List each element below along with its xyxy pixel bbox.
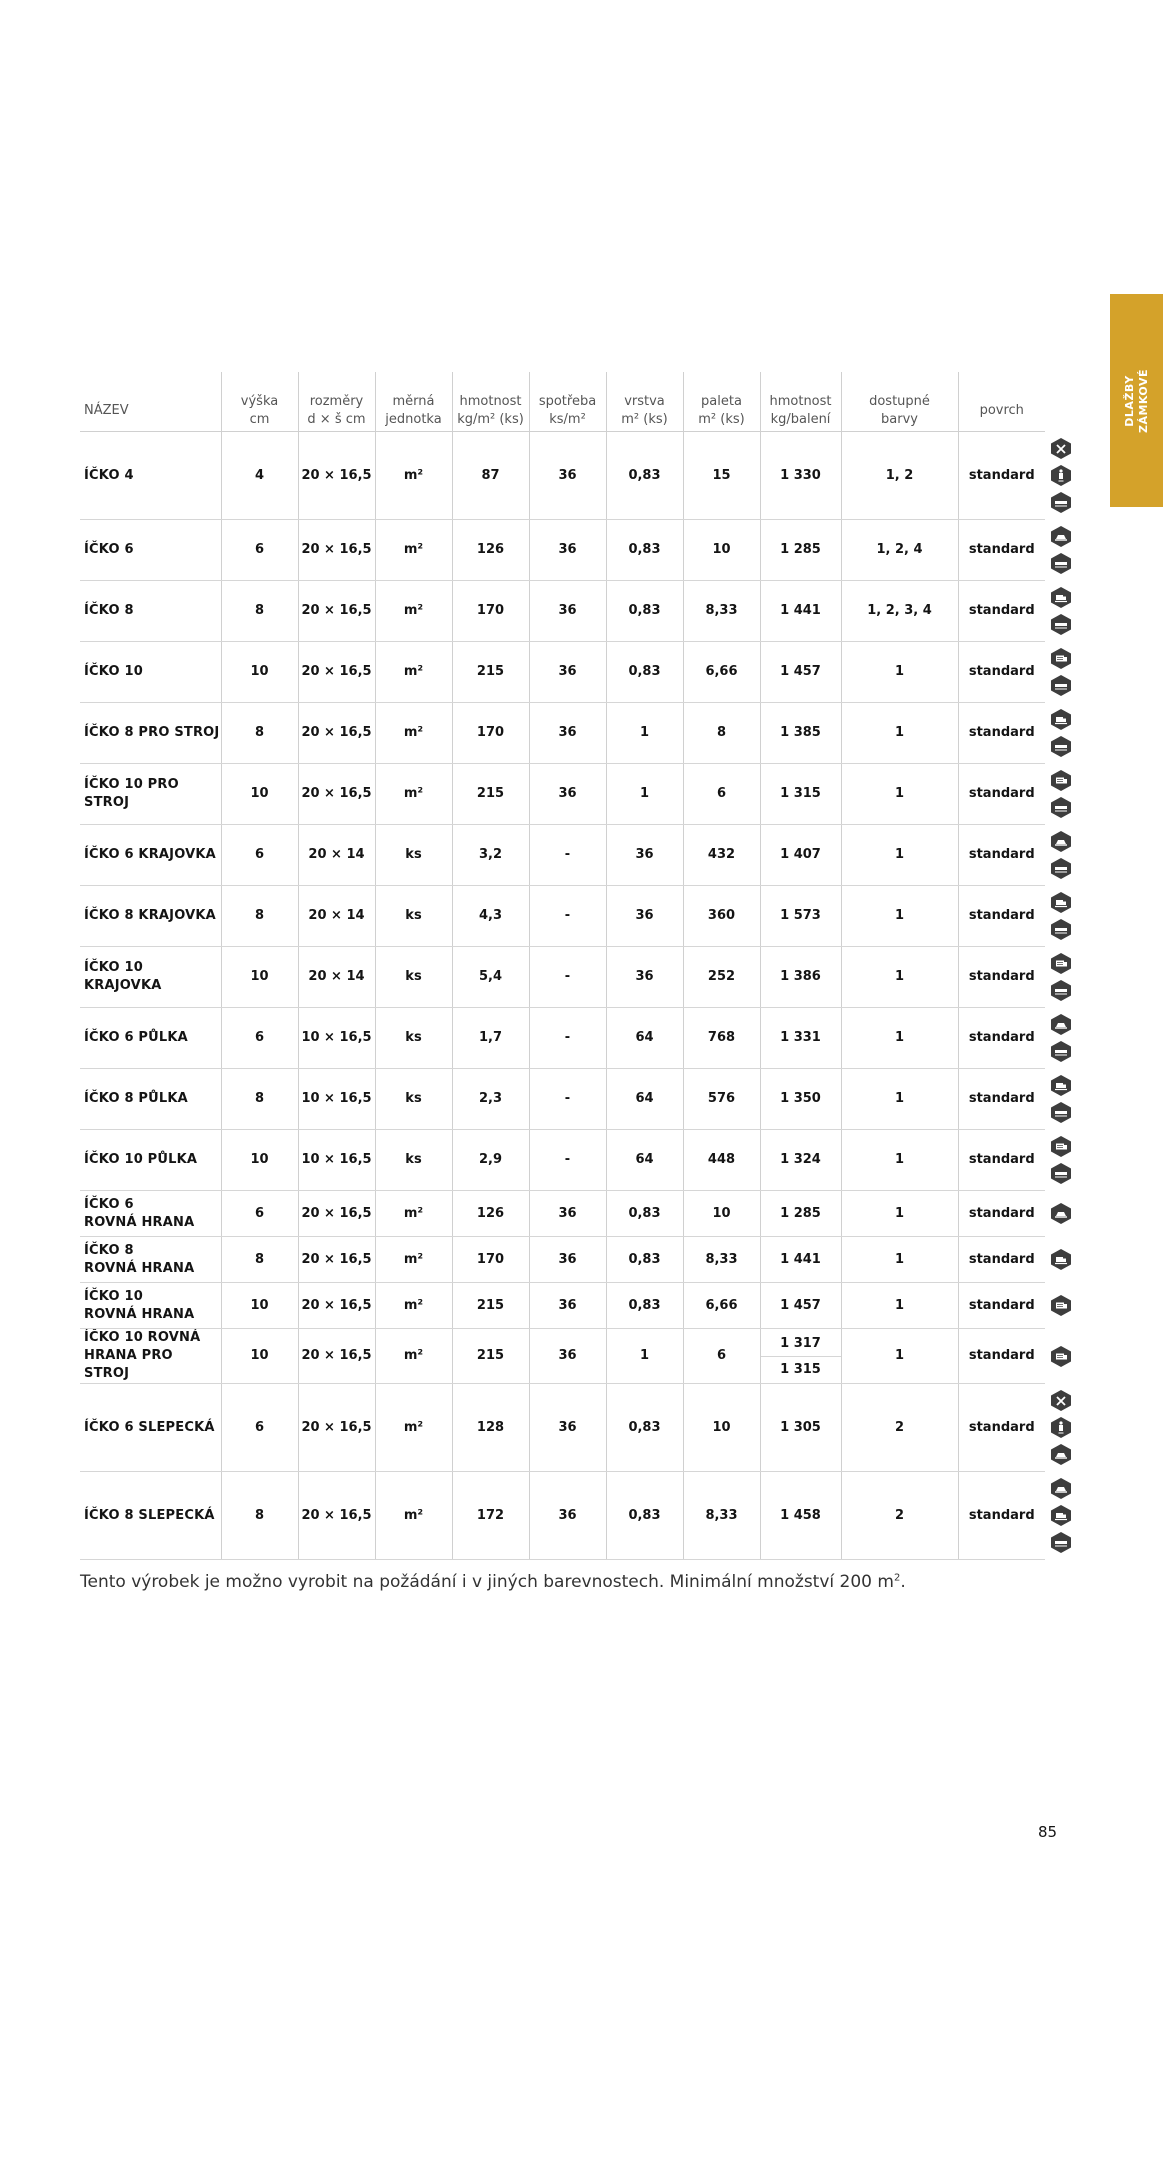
- cell-surface: standard: [958, 1191, 1045, 1237]
- cell-weight-pack: 1 458: [760, 1472, 841, 1560]
- cell-surface: standard: [958, 432, 1045, 520]
- surface-icons: [1045, 581, 1077, 642]
- cell-weight-pack: 1 330: [760, 432, 841, 520]
- cell-dimensions: 20 × 16,5: [298, 764, 375, 825]
- cell-pallet: 432: [683, 825, 760, 886]
- load-car-icon: [1050, 1013, 1072, 1036]
- cell-weight-pack: 1 573: [760, 886, 841, 947]
- cell-name: ÍČKO 6 ROVNÁ HRANA: [80, 1191, 221, 1237]
- cell-consumption: 36: [529, 581, 606, 642]
- load-truck-icon: [1050, 1504, 1072, 1527]
- bed-type-icon: [1050, 491, 1072, 514]
- table-row: [80, 520, 1077, 581]
- cell-weight-pack: 1 324: [760, 1130, 841, 1191]
- cell-surface: standard: [958, 886, 1045, 947]
- load-car-icon: [1050, 1477, 1072, 1500]
- cell-layer: 0,83: [606, 581, 683, 642]
- cell-colors: 1: [841, 1008, 958, 1069]
- cell-unit: m²: [375, 764, 452, 825]
- table-row: [80, 703, 1077, 764]
- col-header-colors: dostupné barvy: [841, 372, 958, 432]
- bed-type-icon: [1050, 918, 1072, 941]
- load-truck-icon: [1050, 1074, 1072, 1097]
- cell-dimensions: 20 × 16,5: [298, 581, 375, 642]
- cell-layer: 64: [606, 1008, 683, 1069]
- cell-unit: m²: [375, 1237, 452, 1283]
- load-heavy-truck-icon: [1050, 1135, 1072, 1158]
- cell-layer: 64: [606, 1069, 683, 1130]
- cell-colors: 1: [841, 642, 958, 703]
- cell-name: ÍČKO 10: [80, 642, 221, 703]
- cell-layer: 0,83: [606, 1384, 683, 1472]
- table-row: [80, 1237, 1077, 1283]
- bed-type-icon: [1050, 613, 1072, 636]
- table-row: [80, 581, 1077, 642]
- load-car-icon: [1050, 525, 1072, 548]
- surface-icons: [1045, 642, 1077, 703]
- cell-consumption: 36: [529, 703, 606, 764]
- bed-type-icon: [1050, 1531, 1072, 1554]
- cell-surface: standard: [958, 947, 1045, 1008]
- cell-colors: 1: [841, 1237, 958, 1283]
- cell-pallet: 768: [683, 1008, 760, 1069]
- cell-consumption: 36: [529, 1472, 606, 1560]
- col-header-name: NÁZEV: [80, 372, 221, 432]
- cell-weight-pack: 1 457: [760, 642, 841, 703]
- table-row: [80, 1130, 1077, 1191]
- cell-height: 10: [221, 1329, 298, 1384]
- table-row: [80, 1329, 1077, 1384]
- bed-type-icon: [1050, 796, 1072, 819]
- bed-type-icon: [1050, 1040, 1072, 1063]
- surface-icons: [1045, 947, 1077, 1008]
- cell-weight-pack: 1 331: [760, 1008, 841, 1069]
- cell-consumption: 36: [529, 432, 606, 520]
- cell-pallet: 15: [683, 432, 760, 520]
- cell-layer: 36: [606, 947, 683, 1008]
- product-spec-table: [80, 372, 1077, 1560]
- col-header-height: výška cm: [221, 372, 298, 432]
- cell-weight-pack: 1 457: [760, 1283, 841, 1329]
- cell-colors: 1: [841, 886, 958, 947]
- cell-layer: 36: [606, 886, 683, 947]
- surface-icons: [1045, 1283, 1077, 1329]
- cell-pallet: 576: [683, 1069, 760, 1130]
- bed-type-icon: [1050, 857, 1072, 880]
- cell-consumption: 36: [529, 1329, 606, 1384]
- cell-weight: 128: [452, 1384, 529, 1472]
- col-header-surface: povrch: [958, 372, 1045, 432]
- cell-weight: 215: [452, 764, 529, 825]
- cell-name: ÍČKO 8 ROVNÁ HRANA: [80, 1237, 221, 1283]
- cell-height: 8: [221, 1069, 298, 1130]
- cell-surface: standard: [958, 642, 1045, 703]
- cell-unit: ks: [375, 1008, 452, 1069]
- footnote-superscript: 2: [893, 1572, 901, 1584]
- cell-dimensions: 20 × 16,5: [298, 520, 375, 581]
- cell-pallet: 6: [683, 764, 760, 825]
- bed-type-icon: [1050, 674, 1072, 697]
- cell-weight: 215: [452, 1329, 529, 1384]
- cell-layer: 64: [606, 1130, 683, 1191]
- cell-consumption: -: [529, 825, 606, 886]
- cell-consumption: 36: [529, 1283, 606, 1329]
- load-car-icon: [1050, 1443, 1072, 1466]
- cell-consumption: 36: [529, 1384, 606, 1472]
- cell-surface: standard: [958, 1329, 1045, 1384]
- cell-weight-pack: 1 285: [760, 1191, 841, 1237]
- cell-pallet: 10: [683, 520, 760, 581]
- table-body: [80, 432, 1077, 1560]
- cell-pallet: 252: [683, 947, 760, 1008]
- col-header-icons: [1045, 372, 1077, 432]
- load-heavy-truck-icon: [1050, 1294, 1072, 1317]
- bed-type-icon: [1050, 1101, 1072, 1124]
- cell-colors: 1: [841, 764, 958, 825]
- table-row: [80, 1283, 1077, 1329]
- cell-height: 8: [221, 886, 298, 947]
- cell-dimensions: 20 × 16,5: [298, 642, 375, 703]
- cell-pallet: 6,66: [683, 642, 760, 703]
- cell-unit: ks: [375, 947, 452, 1008]
- footnote-end: .: [900, 1572, 906, 1592]
- surface-icons: [1045, 520, 1077, 581]
- cell-colors: 1, 2, 3, 4: [841, 581, 958, 642]
- cell-consumption: -: [529, 1069, 606, 1130]
- table-header-row: [80, 372, 1077, 432]
- weight-pack-value-alt: 1 315: [761, 1356, 841, 1382]
- cell-weight: 126: [452, 520, 529, 581]
- cell-unit: m²: [375, 1191, 452, 1237]
- cell-weight: 2,9: [452, 1130, 529, 1191]
- surface-icons: [1045, 1008, 1077, 1069]
- cell-pallet: 6,66: [683, 1283, 760, 1329]
- cell-weight-pack: [760, 1329, 841, 1384]
- cell-dimensions: 20 × 16,5: [298, 1237, 375, 1283]
- table-row: [80, 886, 1077, 947]
- cell-height: 10: [221, 1130, 298, 1191]
- page-number: 85: [1038, 1823, 1058, 1841]
- cell-name: ÍČKO 10 ROVNÁ HRANA: [80, 1283, 221, 1329]
- bed-type-icon: [1050, 979, 1072, 1002]
- cell-height: 8: [221, 1472, 298, 1560]
- cell-consumption: 36: [529, 642, 606, 703]
- cell-dimensions: 20 × 14: [298, 825, 375, 886]
- surface-icons: [1045, 1384, 1077, 1472]
- cell-surface: standard: [958, 1130, 1045, 1191]
- cell-weight: 1,7: [452, 1008, 529, 1069]
- cell-height: 8: [221, 581, 298, 642]
- load-heavy-truck-icon: [1050, 647, 1072, 670]
- load-car-icon: [1050, 1202, 1072, 1225]
- col-header-layer: vrstva m² (ks): [606, 372, 683, 432]
- cell-layer: 0,83: [606, 432, 683, 520]
- cell-unit: ks: [375, 1130, 452, 1191]
- cell-consumption: 36: [529, 1237, 606, 1283]
- table-row: [80, 432, 1077, 520]
- surface-icons: [1045, 703, 1077, 764]
- cell-surface: standard: [958, 1472, 1045, 1560]
- col-header-consumption: spotřeba ks/m²: [529, 372, 606, 432]
- surface-icons: [1045, 1329, 1077, 1384]
- cell-unit: ks: [375, 1069, 452, 1130]
- cell-weight-pack: 1 315: [760, 764, 841, 825]
- cell-pallet: 8: [683, 703, 760, 764]
- cell-weight: 87: [452, 432, 529, 520]
- table-row: [80, 947, 1077, 1008]
- cell-dimensions: 10 × 16,5: [298, 1008, 375, 1069]
- cell-name: ÍČKO 10 ROVNÁ HRANA PRO STROJ: [80, 1329, 221, 1384]
- cell-name: ÍČKO 8 SLEPECKÁ: [80, 1472, 221, 1560]
- cell-surface: standard: [958, 581, 1045, 642]
- cell-layer: 0,83: [606, 1191, 683, 1237]
- cell-unit: m²: [375, 703, 452, 764]
- surface-icons: [1045, 1191, 1077, 1237]
- cell-name: ÍČKO 10 PŮLKA: [80, 1130, 221, 1191]
- cell-weight-pack: 1 350: [760, 1069, 841, 1130]
- cell-weight-pack: 1 407: [760, 825, 841, 886]
- load-truck-icon: [1050, 708, 1072, 731]
- surface-icons: [1045, 1069, 1077, 1130]
- cell-weight: 170: [452, 1237, 529, 1283]
- cell-dimensions: 20 × 16,5: [298, 1472, 375, 1560]
- cell-colors: 1: [841, 1069, 958, 1130]
- cell-name: ÍČKO 6: [80, 520, 221, 581]
- cell-dimensions: 20 × 16,5: [298, 1283, 375, 1329]
- table-row: [80, 1472, 1077, 1560]
- cell-height: 8: [221, 1237, 298, 1283]
- category-tab-line2: ZÁMKOVÉ: [1136, 368, 1150, 433]
- cell-height: 8: [221, 703, 298, 764]
- load-heavy-truck-icon: [1050, 769, 1072, 792]
- weight-pack-value: 1 317: [780, 1335, 821, 1351]
- cell-weight-pack: 1 285: [760, 520, 841, 581]
- cell-consumption: 36: [529, 764, 606, 825]
- category-tab-line1: DLAŽBY: [1122, 374, 1136, 427]
- cell-weight-pack: 1 385: [760, 703, 841, 764]
- cell-surface: standard: [958, 825, 1045, 886]
- cell-weight: 215: [452, 1283, 529, 1329]
- cell-name: ÍČKO 8 PŮLKA: [80, 1069, 221, 1130]
- bed-type-icon: [1050, 552, 1072, 575]
- cell-height: 10: [221, 764, 298, 825]
- cell-height: 10: [221, 947, 298, 1008]
- cell-pallet: 8,33: [683, 581, 760, 642]
- no-machine-icon: [1050, 437, 1072, 460]
- cell-dimensions: 20 × 14: [298, 947, 375, 1008]
- cell-surface: standard: [958, 1008, 1045, 1069]
- surface-icons: [1045, 1130, 1077, 1191]
- cell-surface: standard: [958, 703, 1045, 764]
- cell-name: ÍČKO 8 PRO STROJ: [80, 703, 221, 764]
- cell-colors: 1: [841, 825, 958, 886]
- cell-layer: 0,83: [606, 1472, 683, 1560]
- cell-dimensions: 10 × 16,5: [298, 1130, 375, 1191]
- cell-dimensions: 20 × 16,5: [298, 703, 375, 764]
- cell-dimensions: 20 × 14: [298, 886, 375, 947]
- cell-consumption: 36: [529, 520, 606, 581]
- cell-height: 10: [221, 1283, 298, 1329]
- table-row: [80, 764, 1077, 825]
- load-truck-icon: [1050, 1248, 1072, 1271]
- cell-name: ÍČKO 6 KRAJOVKA: [80, 825, 221, 886]
- cell-name: ÍČKO 10 KRAJOVKA: [80, 947, 221, 1008]
- cell-weight: 2,3: [452, 1069, 529, 1130]
- cell-unit: m²: [375, 1472, 452, 1560]
- table-row: [80, 1069, 1077, 1130]
- surface-icons: [1045, 764, 1077, 825]
- cell-layer: 0,83: [606, 1237, 683, 1283]
- cell-surface: standard: [958, 764, 1045, 825]
- cell-dimensions: 20 × 16,5: [298, 432, 375, 520]
- col-header-pallet: paleta m² (ks): [683, 372, 760, 432]
- cell-colors: 1, 2: [841, 432, 958, 520]
- cell-colors: 1: [841, 947, 958, 1008]
- cell-height: 6: [221, 1191, 298, 1237]
- surface-icons: [1045, 1237, 1077, 1283]
- cell-consumption: -: [529, 1130, 606, 1191]
- cell-weight: 215: [452, 642, 529, 703]
- load-pedestrian-icon: [1050, 1416, 1072, 1439]
- no-machine-icon: [1050, 1389, 1072, 1412]
- cell-unit: m²: [375, 1384, 452, 1472]
- cell-weight-pack: 1 441: [760, 581, 841, 642]
- load-truck-icon: [1050, 586, 1072, 609]
- col-header-unit: měrná jednotka: [375, 372, 452, 432]
- cell-height: 6: [221, 520, 298, 581]
- cell-consumption: -: [529, 947, 606, 1008]
- cell-pallet: 10: [683, 1384, 760, 1472]
- cell-pallet: 8,33: [683, 1237, 760, 1283]
- surface-icons: [1045, 825, 1077, 886]
- table-row: [80, 1384, 1077, 1472]
- cell-colors: 1: [841, 703, 958, 764]
- cell-weight: 126: [452, 1191, 529, 1237]
- cell-name: ÍČKO 8: [80, 581, 221, 642]
- load-truck-icon: [1050, 891, 1072, 914]
- col-header-dimensions: rozměry d × š cm: [298, 372, 375, 432]
- cell-height: 6: [221, 1384, 298, 1472]
- cell-pallet: 6: [683, 1329, 760, 1384]
- cell-dimensions: 20 × 16,5: [298, 1191, 375, 1237]
- cell-weight: 170: [452, 581, 529, 642]
- cell-pallet: 360: [683, 886, 760, 947]
- col-header-weight: hmotnost kg/m² (ks): [452, 372, 529, 432]
- surface-icons: [1045, 432, 1077, 520]
- cell-name: ÍČKO 6 SLEPECKÁ: [80, 1384, 221, 1472]
- cell-unit: m²: [375, 1283, 452, 1329]
- cell-consumption: -: [529, 1008, 606, 1069]
- surface-icons: [1045, 886, 1077, 947]
- cell-pallet: 10: [683, 1191, 760, 1237]
- category-tab[interactable]: [1110, 294, 1163, 507]
- cell-dimensions: 20 × 16,5: [298, 1384, 375, 1472]
- cell-layer: 1: [606, 703, 683, 764]
- cell-height: 6: [221, 825, 298, 886]
- cell-surface: standard: [958, 1283, 1045, 1329]
- surface-icons: [1045, 1472, 1077, 1560]
- cell-colors: 1: [841, 1191, 958, 1237]
- cell-consumption: -: [529, 886, 606, 947]
- cell-name: ÍČKO 4: [80, 432, 221, 520]
- cell-weight-pack: 1 386: [760, 947, 841, 1008]
- cell-surface: standard: [958, 520, 1045, 581]
- cell-layer: 36: [606, 825, 683, 886]
- cell-layer: 1: [606, 1329, 683, 1384]
- cell-layer: 0,83: [606, 520, 683, 581]
- cell-name: ÍČKO 6 PŮLKA: [80, 1008, 221, 1069]
- cell-weight-pack: 1 305: [760, 1384, 841, 1472]
- table-row: [80, 1008, 1077, 1069]
- cell-name: ÍČKO 10 PRO STROJ: [80, 764, 221, 825]
- cell-height: 6: [221, 1008, 298, 1069]
- table-row: [80, 825, 1077, 886]
- cell-dimensions: 20 × 16,5: [298, 1329, 375, 1384]
- bed-type-icon: [1050, 1162, 1072, 1185]
- table-row: [80, 1191, 1077, 1237]
- col-header-weight-pack: hmotnost kg/balení: [760, 372, 841, 432]
- cell-unit: m²: [375, 1329, 452, 1384]
- cell-unit: m²: [375, 642, 452, 703]
- cell-surface: standard: [958, 1384, 1045, 1472]
- cell-unit: m²: [375, 581, 452, 642]
- cell-colors: 1: [841, 1130, 958, 1191]
- cell-height: 4: [221, 432, 298, 520]
- load-heavy-truck-icon: [1050, 1345, 1072, 1368]
- cell-surface: standard: [958, 1237, 1045, 1283]
- cell-unit: ks: [375, 825, 452, 886]
- load-car-icon: [1050, 830, 1072, 853]
- cell-colors: 1: [841, 1283, 958, 1329]
- cell-pallet: 8,33: [683, 1472, 760, 1560]
- cell-layer: 0,83: [606, 1283, 683, 1329]
- bed-type-icon: [1050, 735, 1072, 758]
- cell-surface: standard: [958, 1069, 1045, 1130]
- cell-colors: 2: [841, 1384, 958, 1472]
- cell-name: ÍČKO 8 KRAJOVKA: [80, 886, 221, 947]
- cell-weight: 5,4: [452, 947, 529, 1008]
- cell-colors: 1: [841, 1329, 958, 1384]
- load-heavy-truck-icon: [1050, 952, 1072, 975]
- cell-unit: ks: [375, 886, 452, 947]
- category-tab-label: [1123, 368, 1151, 432]
- cell-weight-pack: 1 441: [760, 1237, 841, 1283]
- cell-unit: m²: [375, 432, 452, 520]
- table-row: [80, 642, 1077, 703]
- cell-height: 10: [221, 642, 298, 703]
- cell-weight: 3,2: [452, 825, 529, 886]
- cell-layer: 0,83: [606, 642, 683, 703]
- footnote-text: Tento výrobek je možno vyrobit na požádání i v jiných barevnostech. Minimální množství 200 m: [80, 1572, 894, 1592]
- cell-consumption: 36: [529, 1191, 606, 1237]
- cell-dimensions: 10 × 16,5: [298, 1069, 375, 1130]
- cell-weight: 4,3: [452, 886, 529, 947]
- footnote: [80, 1572, 1040, 1592]
- load-pedestrian-icon: [1050, 464, 1072, 487]
- cell-weight: 170: [452, 703, 529, 764]
- cell-colors: 2: [841, 1472, 958, 1560]
- cell-pallet: 448: [683, 1130, 760, 1191]
- cell-layer: 1: [606, 764, 683, 825]
- cell-weight: 172: [452, 1472, 529, 1560]
- cell-colors: 1, 2, 4: [841, 520, 958, 581]
- cell-unit: m²: [375, 520, 452, 581]
